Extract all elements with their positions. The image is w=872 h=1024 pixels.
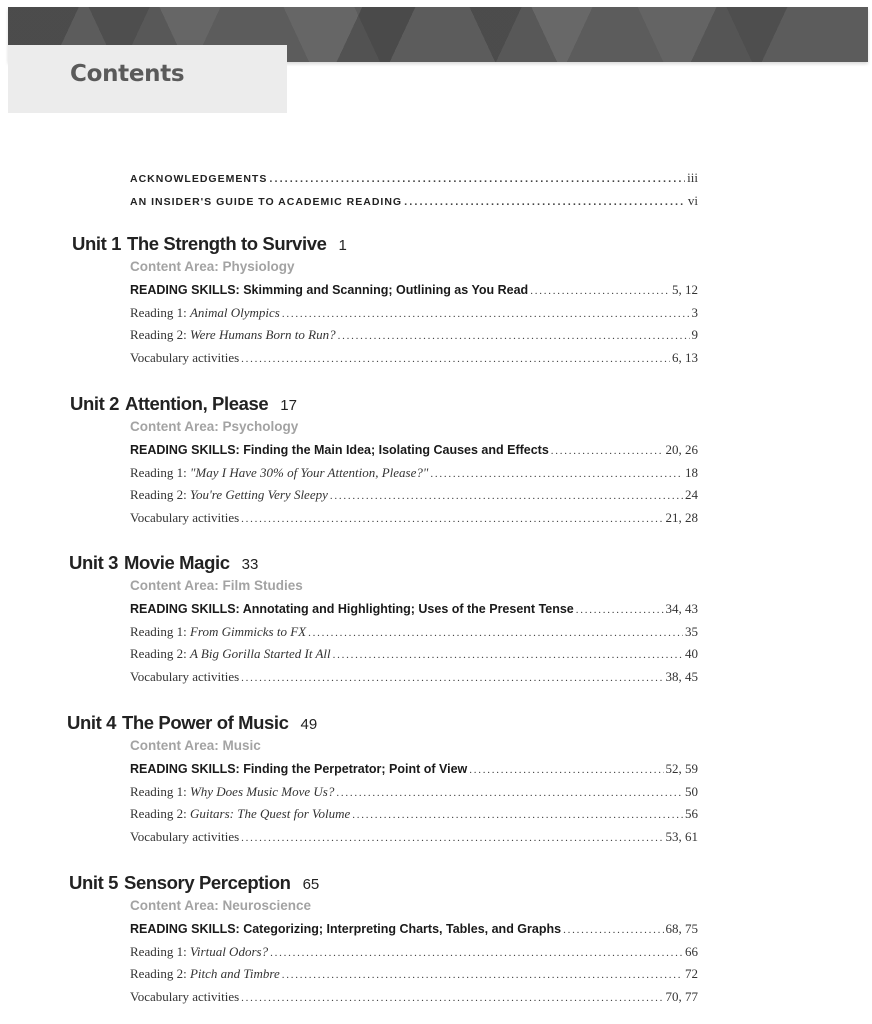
unit-heading[interactable] (70, 393, 297, 415)
entry-page: 68, 75 (665, 921, 698, 936)
entry-page: 5, 12 (672, 282, 698, 297)
dot-leader (576, 599, 664, 621)
toc-entry-reading-2[interactable] (130, 963, 698, 986)
dot-leader (469, 759, 663, 781)
entry-label (130, 484, 328, 507)
unit-title: Attention, Please (125, 393, 269, 414)
entry-page: 3 (691, 304, 698, 320)
toc-entry-reading-1[interactable] (130, 621, 698, 644)
reading-prefix: Reading 1: (130, 943, 190, 959)
reading-title: "May I Have 30% of Your Attention, Please?" (189, 464, 429, 480)
reading-prefix: Reading 2: (130, 327, 190, 342)
entry-label: Vocabulary activities (130, 988, 240, 1004)
toc-entry-vocabulary[interactable] (130, 986, 698, 1009)
toc-entry-reading-1[interactable] (130, 781, 698, 804)
unit-number: Unit 1 (72, 233, 121, 254)
reading-title: Virtual Odors? (189, 943, 269, 959)
unit-entries (130, 896, 698, 1008)
unit-title: The Power of Music (122, 712, 289, 733)
dot-leader (241, 348, 670, 370)
entry-page: 50 (685, 783, 698, 799)
unit-entries (130, 417, 698, 529)
entry-page: 9 (691, 327, 698, 342)
unit-heading[interactable] (69, 552, 258, 574)
toc-entry-reading-skills[interactable] (130, 598, 698, 621)
unit-heading[interactable] (69, 872, 319, 894)
content-area: Content Area: Film Studies (130, 578, 303, 593)
entry-label (130, 963, 280, 986)
dot-leader (270, 942, 683, 964)
dot-leader (269, 168, 685, 190)
unit-entries (130, 736, 698, 848)
reading-title: Guitars: The Quest for Volume (189, 806, 351, 821)
entry-label (130, 462, 428, 485)
content-area: Content Area: Physiology (130, 259, 295, 274)
reading-prefix: Reading 2: (130, 646, 190, 661)
unit-entries (130, 257, 698, 369)
entry-page: 40 (685, 646, 698, 661)
dot-leader (338, 325, 690, 347)
entry-page: 20, 26 (665, 442, 698, 457)
dot-leader (282, 303, 690, 325)
unit-title: Sensory Perception (124, 872, 291, 893)
reading-title: Were Humans Born to Run? (189, 327, 336, 342)
entry-label (130, 324, 336, 347)
unit-number: Unit 4 (67, 712, 116, 733)
dot-leader (241, 827, 663, 849)
page-title: Contents (70, 61, 185, 87)
unit-page: 17 (280, 397, 297, 414)
entry-page: 66 (685, 943, 698, 959)
dot-leader (530, 280, 670, 302)
dot-leader (551, 440, 664, 462)
entry-label: READING SKILLS: Finding the Perpetrator; Point of View (130, 762, 468, 776)
unit-page: 1 (338, 237, 347, 254)
unit-title: The Strength to Survive (127, 233, 327, 254)
entry-page: 35 (685, 623, 698, 639)
entry-page: 34, 43 (665, 601, 698, 616)
toc-entry-reading-skills[interactable] (130, 758, 698, 781)
front-matter (130, 167, 698, 212)
unit-number: Unit 5 (69, 872, 118, 893)
entry-page: 52, 59 (665, 761, 698, 776)
toc-entry-vocabulary[interactable] (130, 347, 698, 370)
entry-page: 53, 61 (665, 828, 698, 844)
entry-page: 70, 77 (665, 988, 698, 1004)
entry-label: READING SKILLS: Annotating and Highlighting; Uses of the Present Tense (130, 602, 574, 616)
reading-title: You're Getting Very Sleepy (189, 487, 328, 502)
unit-title: Movie Magic (124, 552, 230, 573)
unit-heading[interactable] (67, 712, 317, 734)
content-area: Content Area: Neuroscience (130, 898, 312, 913)
entry-label (130, 941, 268, 964)
entry-label: READING SKILLS: Finding the Main Idea; Isolating Causes and Effects (130, 443, 549, 457)
entry-label: Vocabulary activities (130, 668, 240, 684)
entry-page: 24 (685, 487, 698, 502)
toc-entry-reading-2[interactable] (130, 484, 698, 507)
unit-page: 33 (241, 556, 259, 573)
entry-label: Vocabulary activities (130, 828, 240, 844)
entry-label: AN INSIDER'S GUIDE TO ACADEMIC READING (130, 195, 403, 208)
toc-entry-vocabulary[interactable] (130, 666, 698, 689)
reading-prefix: Reading 1: (130, 304, 190, 320)
content-area: Content Area: Music (130, 738, 261, 753)
entry-label: Vocabulary activities (130, 509, 240, 525)
toc-entry-reading-1[interactable] (130, 302, 698, 325)
reading-title: A Big Gorilla Started It All (189, 646, 331, 661)
entry-page: vi (687, 192, 698, 208)
entry-label: READING SKILLS: Categorizing; Interpreting Charts, Tables, and Graphs (130, 922, 562, 936)
toc-entry-reading-1[interactable] (130, 462, 698, 485)
toc-entry-reading-skills[interactable] (130, 439, 698, 462)
content-area: Content Area: Psychology (130, 419, 299, 434)
toc-entry-reading-skills[interactable] (130, 918, 698, 941)
toc-entry-reading-2[interactable] (130, 324, 698, 347)
dot-leader (336, 782, 683, 804)
reading-prefix: Reading 2: (130, 966, 190, 981)
entry-page: 38, 45 (665, 668, 698, 684)
unit-number: Unit 2 (70, 393, 119, 414)
dot-leader (404, 191, 686, 213)
toc-entry-vocabulary[interactable] (130, 826, 698, 849)
dot-leader (430, 463, 683, 485)
dot-leader (563, 919, 663, 941)
dot-leader (282, 964, 683, 986)
reading-title: From Gimmicks to FX (189, 623, 307, 639)
reading-title: Why Does Music Move Us? (189, 783, 335, 799)
entry-label (130, 803, 350, 826)
toc-entry-reading-1[interactable] (130, 941, 698, 964)
dot-leader (241, 987, 663, 1009)
reading-prefix: Reading 1: (130, 783, 190, 799)
unit-page: 49 (300, 716, 318, 733)
reading-prefix: Reading 2: (130, 487, 190, 502)
reading-prefix: Reading 1: (130, 464, 190, 480)
toc-entry-vocabulary[interactable] (130, 507, 698, 530)
entry-label (130, 302, 280, 325)
dot-leader (241, 508, 663, 530)
toc-entry-insiders-guide[interactable] (130, 190, 698, 213)
title-box (8, 45, 287, 113)
entry-label: ACKNOWLEDGEMENTS (130, 173, 268, 185)
toc-entry-acknowledgements[interactable] (130, 167, 698, 190)
entry-page: 56 (685, 806, 698, 821)
reading-title: Pitch and Timbre (189, 966, 280, 981)
dot-leader (308, 622, 683, 644)
dot-leader (352, 804, 683, 826)
entry-page: 6, 13 (672, 349, 698, 365)
entry-label (130, 643, 331, 666)
entry-page: iii (687, 170, 698, 185)
reading-prefix: Reading 1: (130, 623, 190, 639)
entry-page: 21, 28 (665, 509, 698, 525)
dot-leader (330, 485, 683, 507)
unit-number: Unit 3 (69, 552, 118, 573)
entry-label: Vocabulary activities (130, 349, 240, 365)
unit-entries (130, 576, 698, 688)
toc-entry-reading-2[interactable] (130, 643, 698, 666)
dot-leader (241, 667, 663, 689)
reading-title: Animal Olympics (189, 304, 280, 320)
entry-page: 72 (685, 966, 698, 981)
unit-heading[interactable] (72, 233, 347, 255)
entry-label (130, 781, 334, 804)
unit-page: 65 (302, 876, 320, 893)
entry-label (130, 621, 306, 644)
toc-entry-reading-skills[interactable] (130, 279, 698, 302)
entry-label: READING SKILLS: Skimming and Scanning; Outlining as You Read (130, 283, 529, 297)
toc-entry-reading-2[interactable] (130, 803, 698, 826)
dot-leader (333, 644, 683, 666)
entry-page: 18 (685, 464, 698, 480)
reading-prefix: Reading 2: (130, 806, 190, 821)
